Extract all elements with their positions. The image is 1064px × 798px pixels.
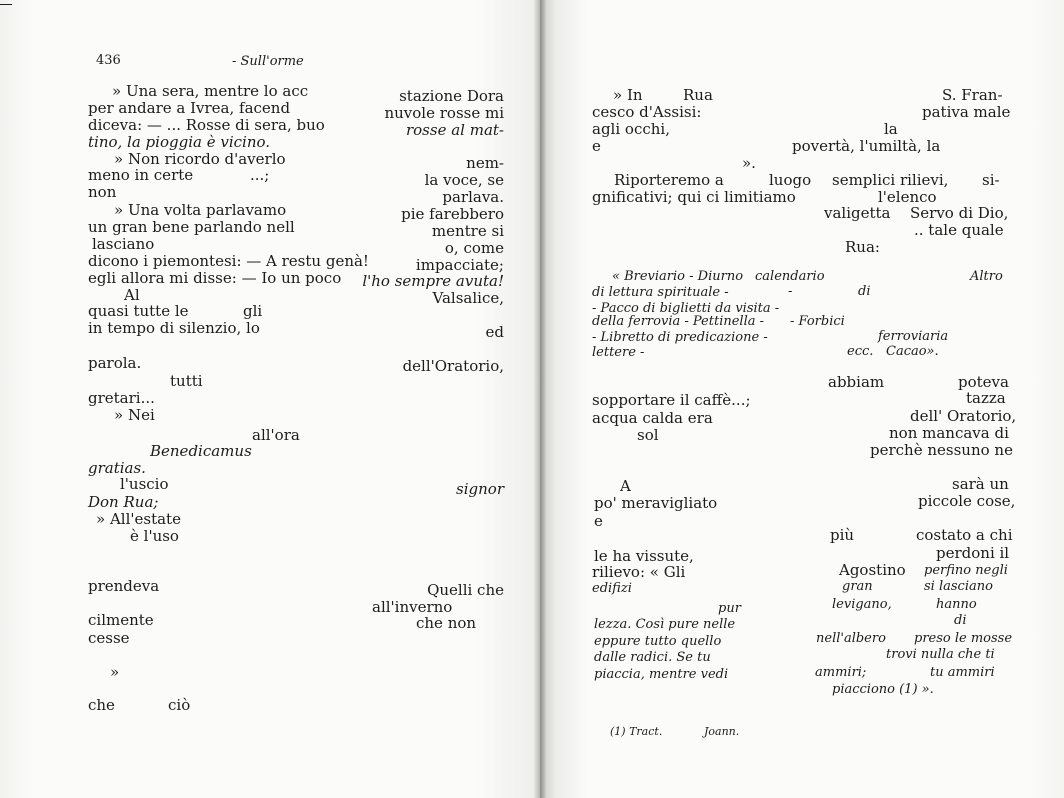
text-line: » Nei (114, 406, 155, 424)
text-line: dicono i piemontesi: — A restu genà! (88, 252, 369, 270)
text-line: Rua: (845, 238, 880, 256)
text-line: in tempo di silenzio, lo (88, 319, 260, 337)
text-line: di (954, 613, 967, 628)
text-line: - (788, 284, 793, 299)
text-line: piacciono (1) ». (832, 682, 934, 697)
text-line: sol (637, 426, 659, 444)
text-line: parlava. (442, 188, 504, 206)
text-line: « Breviario - Diurno (612, 269, 744, 284)
footnote: Joann. (704, 725, 740, 738)
text-line: gnificativi; qui ci limitiamo (592, 188, 796, 206)
text-line: S. Fran- (942, 86, 1003, 104)
text-line: cilmente (88, 611, 154, 629)
text-line: perfino negli (924, 563, 1008, 578)
text-line: dell'Oratorio, (402, 357, 504, 375)
text-line: non (88, 183, 117, 201)
text-line: nell'albero (816, 631, 886, 646)
text-line: dell' Oratorio, (910, 407, 1017, 425)
text-line: per andare a Ivrea, facend (88, 99, 291, 117)
text-line: di (858, 284, 871, 299)
text-line: lasciano (92, 235, 155, 253)
text-line: perchè nessuno ne (870, 441, 1013, 459)
text-line: eppure tutto quello (594, 634, 722, 649)
text-line: pur (718, 601, 741, 616)
text-line: preso le mosse (914, 631, 1013, 646)
text-line: l'elenco (878, 188, 937, 206)
text-line: perdoni il (936, 544, 1010, 562)
text-line: un gran bene parlando nell (88, 218, 295, 236)
text-line: Altro (970, 269, 1003, 284)
text-line: hanno (936, 597, 977, 612)
text-line: la (884, 120, 898, 138)
text-line: è l'uso (130, 527, 179, 545)
text-line: gli (243, 302, 263, 320)
corner-mark (0, 4, 12, 5)
running-head: - Sull'orme (232, 54, 304, 69)
text-line: levigano, (832, 597, 892, 612)
text-line: meno in certe (88, 166, 194, 184)
text-line: poteva (958, 373, 1009, 391)
text-line: o, come (444, 239, 504, 257)
text-line: rosse al mat- (405, 121, 504, 139)
text-line: e (594, 512, 603, 530)
text-line: Don Rua; (88, 493, 159, 511)
text-line: si- (982, 171, 1000, 189)
text-line: » All'estate (96, 510, 181, 528)
text-line: » Non ricordo d'averlo (114, 150, 286, 168)
text-line: le ha vissute, (594, 547, 694, 565)
book-gutter (534, 0, 546, 798)
text-line: nem- (466, 154, 504, 172)
text-line: » In (613, 86, 643, 104)
text-line: povertà, l'umiltà, la (792, 137, 941, 155)
text-line: all'ora (252, 426, 300, 444)
text-line: quasi tutte le (88, 302, 189, 320)
text-line: po' meravigliato (594, 494, 718, 512)
text-line: ammiri; (815, 665, 867, 680)
text-line: gratias. (88, 459, 146, 477)
text-line: lezza. Così pure nelle (594, 617, 736, 632)
text-line: che non (416, 614, 477, 632)
text-line: Quelli che (427, 581, 504, 599)
text-line: egli allora mi disse: — Io un poco (88, 269, 342, 287)
text-line: calendario (755, 269, 825, 284)
text-line: Benedicamus (150, 442, 252, 460)
text-line: si lasciano (924, 579, 993, 594)
text-line: l'uscio (120, 475, 169, 493)
text-line: parola. (88, 354, 142, 372)
text-line: tazza (966, 389, 1006, 407)
text-line: prendeva (88, 577, 160, 595)
text-line: tutti (170, 372, 203, 390)
text-line: cesco d'Assisi: (592, 103, 702, 121)
text-line: - Pacco di biglietti da visita - (592, 301, 780, 316)
text-line: tu ammiri (930, 665, 995, 680)
text-line: acqua calda era (592, 409, 713, 427)
text-line: ciò (168, 696, 191, 714)
text-line: la voce, se (424, 171, 504, 189)
text-line: mentre si (431, 222, 504, 240)
text-line: pie farebbero (401, 205, 504, 223)
text-line: .. tale quale (914, 221, 1004, 239)
text-line: Valsalice, (432, 289, 504, 307)
text-line: abbiam (828, 373, 885, 391)
text-line: di lettura spirituale - (592, 285, 729, 300)
text-line: - Forbici (790, 314, 845, 329)
text-line: gran (842, 579, 873, 594)
text-line: all'inverno (372, 598, 453, 616)
text-line: piccole cose, (918, 492, 1016, 510)
text-line: Agostino (839, 561, 906, 579)
text-line: piaccia, mentre vedi (594, 667, 729, 682)
text-line: » Una sera, mentre lo acc (112, 82, 309, 100)
text-line: sarà un (952, 475, 1009, 493)
text-line: impacciate; (415, 256, 504, 274)
text-line: » Una volta parlavamo (114, 201, 287, 219)
text-line: pativa male (922, 103, 1011, 121)
text-line: più (830, 526, 855, 544)
text-line: dalle radici. Se tu (594, 650, 711, 665)
text-line: ed (485, 323, 504, 341)
text-line: tino, la pioggia è vicino. (88, 133, 271, 151)
text-line: ecc. (847, 344, 874, 359)
text-line: Al (124, 286, 140, 304)
text-line: agli occhi, (592, 120, 670, 138)
text-line: gretari... (88, 389, 155, 407)
text-line: luogo (769, 171, 812, 189)
text-line: Riporteremo a (614, 171, 724, 189)
text-line: non mancava di (889, 424, 1009, 442)
text-line: rilievo: « Gli (592, 563, 686, 581)
text-line: signor (456, 480, 504, 498)
text-line: nuvole rosse mi (384, 104, 504, 122)
text-line: sopportare il caffè...; (592, 391, 751, 409)
text-line: cesse (88, 629, 130, 647)
text-line: semplici rilievi, (832, 171, 949, 189)
text-line: e (592, 137, 601, 155)
text-line: lettere - (592, 345, 645, 360)
text-line: - Libretto di predicazione - (592, 330, 768, 345)
text-line: edifizi (592, 581, 632, 596)
footnote: (1) Tract. (610, 725, 663, 738)
text-line: della ferrovia - Pettinella - (592, 314, 765, 329)
text-line: ». (742, 154, 756, 172)
text-line: che (88, 696, 115, 714)
text-line: valigetta (824, 204, 891, 222)
text-line: Rua (683, 86, 713, 104)
text-line: trovi nulla che ti (886, 647, 995, 662)
text-line: diceva: — ... Rosse di sera, buo (88, 116, 325, 134)
text-line: costato a chi (916, 526, 1013, 544)
text-line: A (620, 477, 631, 495)
text-line: ...; (250, 166, 270, 184)
text-line: stazione Dora (399, 87, 504, 105)
text-line: l'ho sempre avuta! (362, 272, 504, 290)
text-line: » (110, 663, 120, 681)
page-number: 436 (96, 53, 121, 68)
text-line: Cacao». (886, 344, 939, 359)
text-line: Servo di Dio, (910, 204, 1009, 222)
text-line: ferroviaria (878, 329, 949, 344)
